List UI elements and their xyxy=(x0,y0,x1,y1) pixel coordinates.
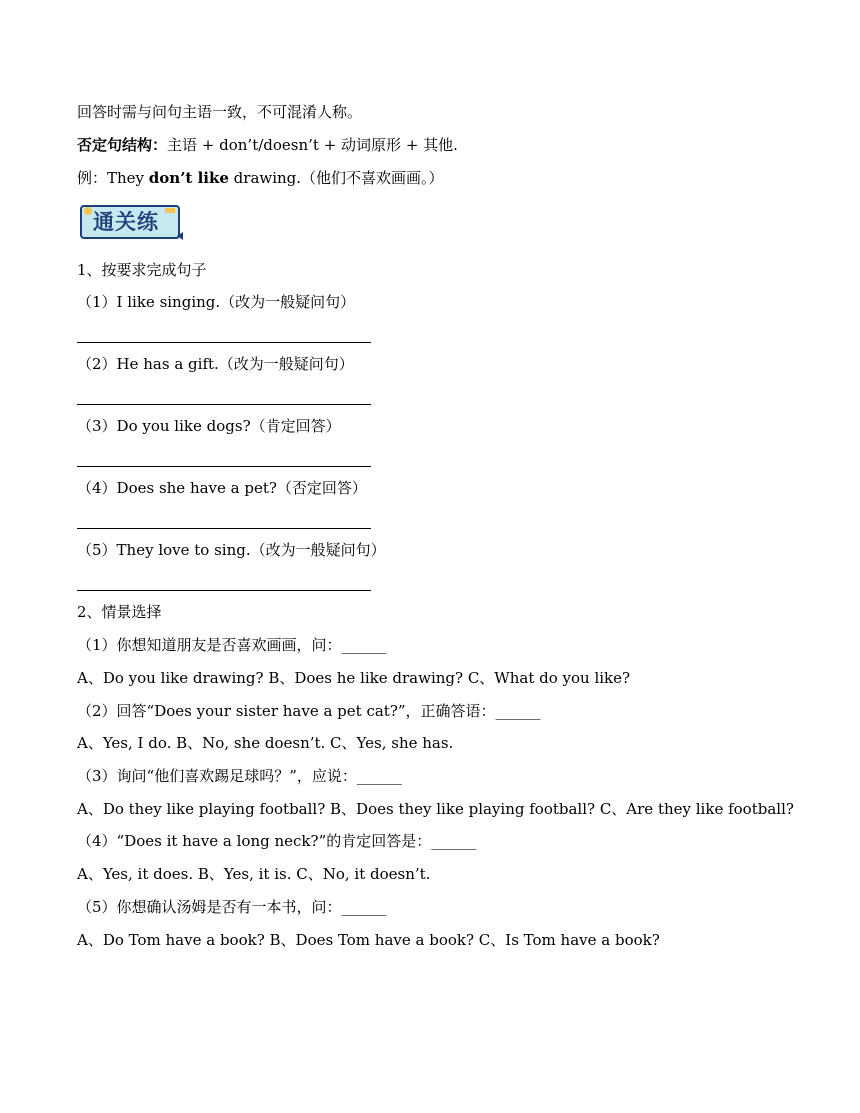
s2-options-1: A、Do you like drawing? B、Does he like drawing? C、What do you like? xyxy=(77,669,631,687)
s1-answer-line-5[interactable] xyxy=(77,590,371,591)
s1-item-1: （1）I like singing.（改为一般疑问句） xyxy=(77,293,356,311)
practice-badge xyxy=(79,202,185,242)
s2-question-4: （4）“Does it have a long neck?”的肯定回答是：______ xyxy=(77,832,477,850)
s1-answer-line-1[interactable] xyxy=(77,342,371,343)
example-line xyxy=(77,168,444,188)
s2-question-3: （3）询问“他们喜欢踢足球吗？”，应说：______ xyxy=(77,767,402,785)
example-bold: don’t like xyxy=(148,169,229,187)
s1-item-3: （3）Do you like dogs?（肯定回答） xyxy=(77,417,341,435)
s1-item-2: （2）He has a gift.（改为一般疑问句） xyxy=(77,355,354,373)
s2-options-3: A、Do they like playing football? B、Does they like playing football? C、Are they like football? xyxy=(77,800,794,818)
example-prefix: 例：They xyxy=(77,169,149,187)
s1-item-4: （4）Does she have a pet?（否定回答） xyxy=(77,479,367,497)
negative-structure-colon: ： xyxy=(152,136,168,154)
s1-item-5: （5）They love to sing.（改为一般疑问句） xyxy=(77,541,386,559)
s2-options-5: A、Do Tom have a book? B、Does Tom have a book? C、Is Tom have a book? xyxy=(77,931,660,949)
s1-answer-line-2[interactable] xyxy=(77,404,371,405)
intro-line-1: 回答时需与问句主语一致，不可混淆人称。 xyxy=(77,103,363,121)
s2-options-4: A、Yes, it does. B、Yes, it is. C、No, it doesn’t. xyxy=(77,865,431,883)
badge-label: 通关练 xyxy=(93,210,159,234)
s2-question-2: （2）回答“Does your sister have a pet cat?”，正确答语：______ xyxy=(77,702,541,720)
example-suffix: drawing.（他们不喜欢画画。） xyxy=(228,169,444,187)
section-1-title: 1、按要求完成句子 xyxy=(77,261,207,279)
s2-question-1: （1）你想知道朋友是否喜欢画画，问：______ xyxy=(77,636,387,654)
s2-question-5: （5）你想确认汤姆是否有一本书，问：______ xyxy=(77,898,387,916)
s2-options-2: A、Yes, I do. B、No, she doesn’t. C、Yes, she has. xyxy=(77,734,454,752)
negative-structure-text: 主语 + don’t/doesn’t + 动词原形 + 其他. xyxy=(167,136,458,154)
negative-structure-label: 否定句结构 xyxy=(77,136,153,154)
negative-structure-line xyxy=(77,135,458,155)
s1-answer-line-4[interactable] xyxy=(77,528,371,529)
s1-answer-line-3[interactable] xyxy=(77,466,371,467)
section-2-title: 2、情景选择 xyxy=(77,603,162,621)
